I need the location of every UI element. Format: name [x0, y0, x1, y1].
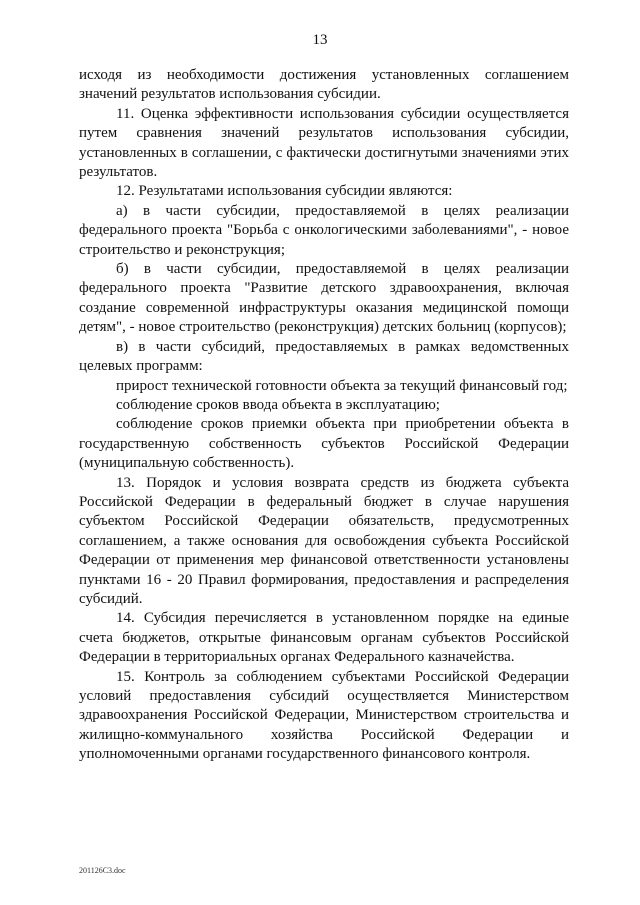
paragraph-14: 14. Субсидия перечисляется в установленном порядке на единые счета бюджетов, открытые финансовым органам субъектов Российской Федерации в территориальных органах Федерального казначейства. [79, 610, 569, 666]
paragraph-11: 11. Оценка эффективности использования субсидии осуществляется путем сравнения значений результатов использования субсидии, установленных в соглашении, с фактически достигнутыми значениями этих результатов. [79, 105, 569, 181]
paragraph-intro-continuation: исходя из необходимости достижения установленных соглашением значений результатов использования субсидии. [79, 67, 569, 103]
paragraph-12-b: б) в части субсидии, предоставляемой в целях реализации федерального проекта "Развитие детского здравоохранения, включая создание современной инфраструктуры оказания медицинской помощи детям", - новое строительство (реконструкция) детских больниц (корпусов); [79, 261, 569, 336]
paragraph-13: 13. Порядок и условия возврата средств из бюджета субъекта Российской Федерации в федеральный бюджет в случае нарушения субъектом Российской Федерации обязательств, предусмотренных соглашением, а также основания для освобождения субъекта Российской Федерации от применения мер финансовой ответственности установлены пунктами 16 - 20 Правил формирования, предоставления и распределения субсидий. [79, 474, 569, 607]
page-number: 13 [312, 32, 328, 48]
paragraph-12: 12. Результатами использования субсидии являются: [116, 183, 453, 200]
paragraph-12-v-item-1: прирост технической готовности объекта за текущий финансовый год; [116, 377, 568, 394]
paragraph-12-v: в) в части субсидий, предоставляемых в рамках ведомственных целевых программ: [79, 338, 569, 375]
paragraph-15: 15. Контроль за соблюдением субъектами Российской Федерации условий предоставления субсидий осуществляется Министерством здравоохранения Российской Федерации, Министерством строительства и жилищно-коммунального хозяйства Российской Федерации и уполномоченными органами государственного финансового контроля. [79, 668, 569, 763]
document-file-code: 201126С3.doc [79, 866, 126, 875]
paragraph-12-v-item-3: соблюдение сроков приемки объекта при приобретении объекта в государственную собственность субъектов Российской Федерации (муниципальную собственность). [79, 416, 569, 472]
document-body [79, 66, 569, 765]
paragraph-12-a: а) в части субсидии, предоставляемой в целях реализации федерального проекта "Борьба с онкологическими заболеваниями", - новое строительство и реконструкция; [79, 202, 569, 258]
paragraph-12-v-item-2: соблюдение сроков ввода объекта в эксплуатацию; [116, 396, 440, 413]
